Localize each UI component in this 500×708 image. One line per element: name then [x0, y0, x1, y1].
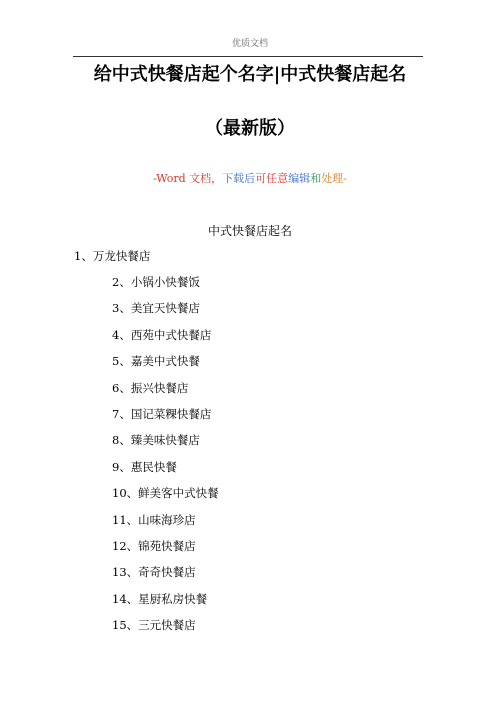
- subtitle-part-any: 可任意: [255, 172, 289, 185]
- subtitle-part-edit: 编辑: [288, 172, 311, 185]
- page-header: 优质文档: [231, 39, 268, 49]
- header-divider: [73, 56, 423, 57]
- restaurant-name-list: [112, 273, 219, 642]
- document-subtitle: [0, 170, 500, 188]
- list-item: 12、锦苑快餐店: [112, 538, 196, 553]
- list-item: 9、惠民快餐: [112, 459, 177, 474]
- document-title-version: （最新版）: [205, 118, 295, 139]
- list-item: 14、星厨私房快餐: [112, 591, 208, 606]
- subtitle-part-process: 处理-: [321, 172, 347, 185]
- list-item: 2、小锅小快餐饭: [112, 275, 200, 289]
- list-item: 10、鲜美客中式快餐: [112, 486, 219, 501]
- list-item: 8、臻美味快餐店: [112, 433, 200, 448]
- document-title: 给中式快餐店起个名字|中式快餐店起名: [93, 64, 407, 85]
- list-item: 11、山味海珍店: [112, 512, 196, 527]
- list-item: 13、奇奇快餐店: [112, 565, 196, 580]
- list-item: 6、振兴快餐店: [112, 380, 189, 395]
- subtitle-part-word: -Word 文档，: [153, 172, 223, 185]
- list-item: 7、国记菜粿快餐店: [112, 406, 212, 421]
- subtitle-part-and: 和: [310, 172, 322, 185]
- list-item: 3、美宜天快餐店: [112, 301, 200, 316]
- list-item: 5、嘉美中式快餐: [112, 354, 200, 369]
- list-item: 1、万龙快餐店: [74, 249, 151, 263]
- list-item: 4、西苑中式快餐店: [112, 327, 212, 342]
- subtitle-part-download: 下载后: [222, 172, 256, 185]
- section-heading: 中式快餐店起名: [207, 224, 292, 238]
- list-item: 15、三元快餐店: [112, 618, 196, 633]
